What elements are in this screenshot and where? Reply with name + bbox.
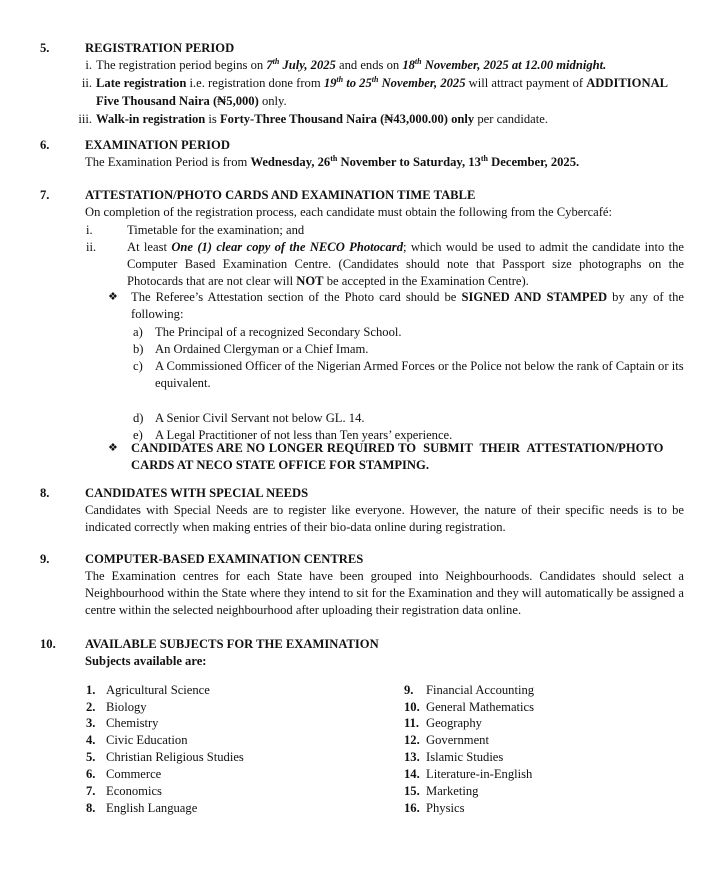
referee-option: A Commissioned Officer of the Nigerian Armed Forces or the Police not below the rank of Captain or its equivalent.	[155, 359, 684, 390]
subjects-subtitle: Subjects available are:	[85, 654, 207, 668]
no-longer-required-notice-cont: CARDS AT NECO STATE OFFICE FOR STAMPING.	[131, 458, 429, 472]
subject-number: 6.	[86, 767, 96, 781]
cbt-centres-text: The Examination centres for each State have been grouped into Neighbourhoods. Candidates should select a Neighbourhood within the State where they intend to sit for the Examination and they will automatically be assigned a centre within the selected neighbourhood after uploading their registration data online.	[85, 569, 684, 617]
list-marker: d)	[133, 411, 144, 425]
subject-item: Physics	[426, 801, 465, 815]
late-registration-text: Late registration i.e. registration done from 19th to 25th November, 2025 will attract payment of ADDITIONAL	[96, 74, 669, 90]
subject-number: 15.	[404, 784, 420, 798]
subject-item: Literature-in-English	[426, 767, 533, 781]
examination-period-text: The Examination Period is from Wednesday, 26th November to Saturday, 13th December, 2025.	[85, 153, 580, 169]
item-marker: i.	[86, 223, 93, 237]
section-heading: CANDIDATES WITH SPECIAL NEEDS	[85, 486, 309, 500]
subject-number: 5.	[86, 750, 96, 764]
item-marker: iii.	[78, 112, 92, 126]
list-marker: a)	[133, 325, 143, 339]
item-marker: i.	[85, 58, 92, 72]
section-number: 5.	[40, 41, 50, 55]
section-heading: REGISTRATION PERIOD	[85, 41, 235, 55]
section-number: 9.	[40, 552, 50, 566]
subject-number: 9.	[404, 683, 414, 697]
late-registration-fee: Five Thousand Naira (₦5,000) only.	[96, 94, 287, 108]
subject-number: 8.	[86, 801, 96, 815]
section-number: 7.	[40, 188, 50, 202]
subject-number: 3.	[86, 716, 96, 730]
subject-number: 13.	[404, 750, 420, 764]
list-marker: b)	[133, 342, 144, 356]
subject-number: 4.	[86, 733, 96, 747]
subject-item: Marketing	[426, 784, 479, 798]
section-heading: AVAILABLE SUBJECTS FOR THE EXAMINATION	[85, 637, 379, 651]
subject-item: Geography	[426, 716, 482, 730]
subject-number: 14.	[404, 767, 420, 781]
list-marker: c)	[133, 359, 143, 373]
section-intro: On completion of the registration process, each candidate must obtain the following from the Cybercafé:	[85, 205, 613, 219]
subject-item: Christian Religious Studies	[106, 750, 244, 764]
section-number: 6.	[40, 138, 50, 152]
list-marker: e)	[133, 428, 143, 442]
referee-option: The Principal of a recognized Secondary School.	[155, 325, 402, 339]
section-heading: COMPUTER-BASED EXAMINATION CENTRES	[85, 552, 364, 566]
subject-number: 7.	[86, 784, 96, 798]
section-heading: ATTESTATION/PHOTO CARDS AND EXAMINATION TIME TABLE	[85, 188, 476, 202]
subject-number: 11.	[404, 716, 420, 730]
section-number: 8.	[40, 486, 50, 500]
subject-number: 1.	[86, 683, 96, 697]
photocard-item: At least One (1) clear copy of the NECO Photocard; which would be used to admit the candidate into the Computer Based Examination Centre. (Candidates should note that Passport size photographs on the Photocards that are not clear will NOT be accepted in the Examination Centre).	[127, 240, 684, 288]
subject-item: English Language	[106, 801, 198, 815]
diamond-bullet-icon: ❖	[108, 442, 118, 454]
section-heading: EXAMINATION PERIOD	[85, 138, 230, 152]
subject-number: 2.	[86, 700, 96, 714]
subject-item: Chemistry	[106, 716, 159, 730]
referee-option: A Legal Practitioner of not less than Ten years’ experience.	[155, 428, 453, 442]
item-marker: ii.	[86, 240, 97, 254]
timetable-item: Timetable for the examination; and	[127, 223, 305, 237]
subject-item: General Mathematics	[426, 700, 535, 714]
subject-number: 12.	[404, 733, 420, 747]
special-needs-text: Candidates with Special Needs are to register like everyone. However, the nature of their specific needs is to be indicated correctly when making entries of their bio-data online during registration.	[85, 503, 684, 534]
subject-item: Biology	[106, 700, 147, 714]
item-marker: ii.	[81, 76, 92, 90]
subject-item: Financial Accounting	[426, 683, 535, 697]
subject-item: Civic Education	[106, 733, 188, 747]
referee-option: An Ordained Clergyman or a Chief Imam.	[155, 342, 369, 356]
walk-in-registration-text: Walk-in registration is Forty-Three Thousand Naira (₦43,000.00) only per candidate.	[96, 112, 548, 126]
registration-period-dates: The registration period begins on 7th July, 2025 and ends on 18th November, 2025 at 12.00 midnight.	[96, 56, 607, 72]
subject-item: Islamic Studies	[426, 750, 504, 764]
subject-number: 10.	[404, 700, 420, 714]
subject-item: Agricultural Science	[106, 683, 210, 697]
referee-attestation-text: The Referee’s Attestation section of the Photo card should be SIGNED AND STAMPED by any of the following:	[131, 290, 685, 321]
subject-item: Commerce	[106, 767, 162, 781]
subject-item: Government	[426, 733, 489, 747]
subject-item: Economics	[106, 784, 162, 798]
section-number: 10.	[40, 637, 56, 651]
no-longer-required-notice: CANDIDATES ARE NO LONGER REQUIRED TO SUBMIT THEIR ATTESTATION/PHOTO	[131, 441, 664, 455]
referee-option: A Senior Civil Servant not below GL. 14.	[155, 411, 365, 425]
subject-number: 16.	[404, 801, 420, 815]
diamond-bullet-icon: ❖	[108, 291, 118, 303]
